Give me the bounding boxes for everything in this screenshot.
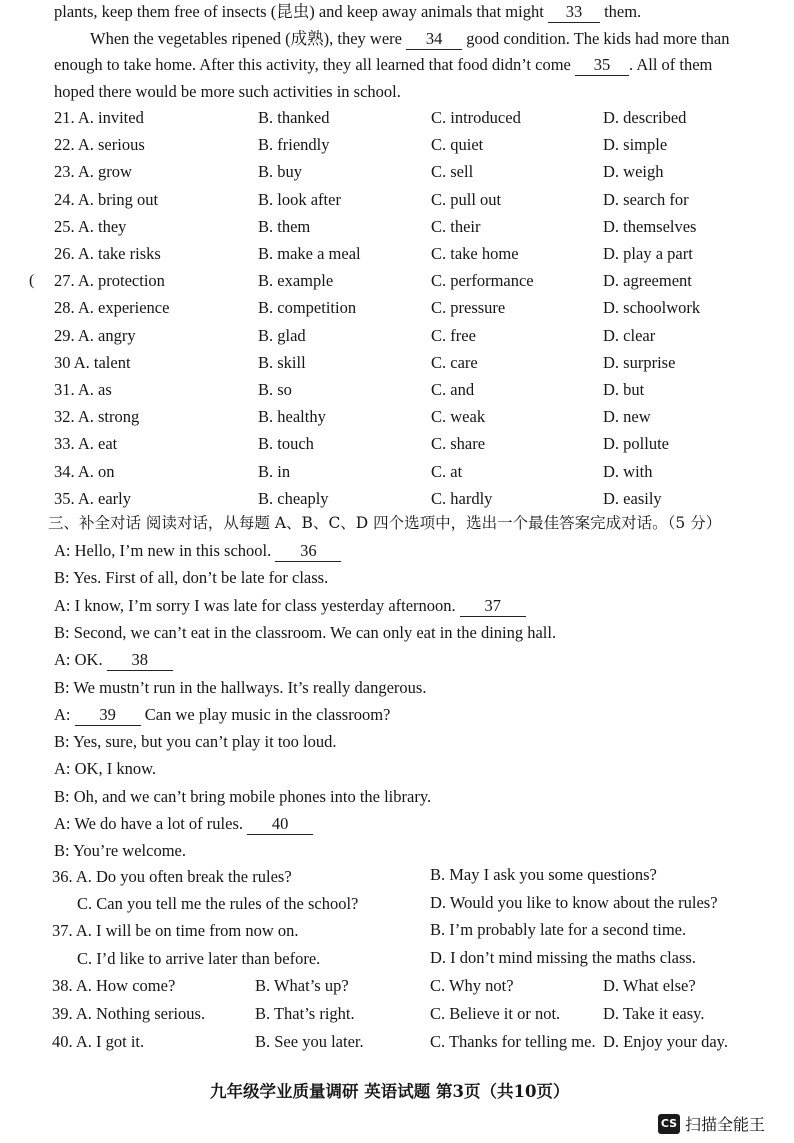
passage-text: enough to take home. After this activity, they all learned that food didn’t come [54,55,571,74]
cloze-option-a [54,190,158,210]
dialogue-text: A: OK. [54,650,103,670]
cloze-option-a [54,217,126,237]
watermark-text: 扫描全能王 [685,1115,766,1134]
dialogue-text: A: [54,704,71,724]
page-footer: 九年级学业质量调研 英语试题 第3页（共10页） [210,1082,570,1101]
q40-option-b: B. See you later. [255,1032,364,1051]
cloze-option-c: C. take home [431,244,519,263]
option-text: A. take risks [77,244,161,263]
dialogue-line [54,814,313,835]
cloze-option-b: B. example [258,271,334,291]
passage-text: . All of them [628,55,713,74]
question-number: 26. [54,244,75,263]
option-text: A. grow [77,162,132,182]
cloze-option-b: B. in [258,461,291,481]
cloze-option-b: B. friendly [258,135,330,155]
option-text: A. strong [77,407,140,427]
cloze-option-a [54,434,117,454]
passage-line-4: hoped there would be more such activities in school. [54,82,401,101]
passage-line-1 [54,2,641,23]
option-text: A. serious [77,135,145,155]
cloze-option-d: D. new [603,407,651,427]
q37-option-c: C. I’d like to arrive later than before. [77,949,321,968]
passage-text: When the vegetables ripened (成熟), they were [90,29,402,48]
cloze-option-c: C. sell [431,162,474,182]
question-number: 23. [54,162,75,182]
cloze-option-c: C. quiet [431,135,484,155]
dialogue-text: A: We do have a lot of rules. [54,814,243,833]
cloze-option-b: B. them [258,216,311,236]
cloze-option-b: B. make a meal [258,244,361,263]
passage-text: them. [604,2,642,21]
cloze-option-d: D. weigh [603,162,664,182]
cloze-option-b: B. competition [258,298,357,318]
cloze-option-a [54,489,131,509]
passage-text: good condition. The kids had more than [466,29,730,48]
cloze-option-b: B. glad [258,325,306,345]
q36-option-c: C. Can you tell me the rules of the school? [77,894,359,913]
cloze-option-d: D. agreement [603,271,692,291]
cloze-option-a [54,108,144,128]
question-number: 33. [54,434,75,454]
cloze-option-d: D. themselves [603,216,697,236]
cloze-option-b: B. buy [258,162,303,182]
dialogue-line [54,650,173,671]
answer-blank-33: 33 [548,2,600,23]
cloze-option-d: D. surprise [603,352,676,372]
q36-option-d: D. Would you like to know about the rules? [430,893,718,912]
dialogue-line [54,759,156,779]
q40-option-a: 40. A. I got it. [52,1032,145,1051]
cloze-option-c: C. share [431,434,486,454]
cloze-option-a [54,298,169,318]
question-number: 21. [54,108,75,127]
cloze-option-d: D. search for [603,189,689,209]
option-text: A. eat [77,434,118,454]
answer-blank-36: 36 [275,541,341,562]
cloze-option-d: D. described [603,108,687,127]
cloze-option-b: B. look after [258,189,341,209]
option-text: A. bring out [77,189,159,209]
dialogue-line [54,568,328,588]
q38-option-c: C. Why not? [430,976,514,995]
dialogue-text: A: I know, I’m sorry I was late for class yesterday afternoon. [54,595,456,615]
cloze-option-c: C. at [431,461,463,481]
dialogue-text: B: You’re welcome. [54,841,186,861]
passage-line-3 [54,55,712,76]
cloze-option-d: D. with [603,461,653,481]
answer-blank-39: 39 [75,705,141,726]
cloze-option-d: D. but [603,380,645,399]
dialogue-text: B: Yes. First of all, don’t be late for class. [54,568,329,588]
option-text: A. experience [77,298,170,318]
section-heading: 三、补全对话 阅读对话，从每题 A、B、C、D 四个选项中，选出一个最佳答案完成对话。（5 分） [48,514,722,532]
q38-option-a: 38. A. How come? [52,976,176,995]
cloze-option-b: B. thanked [258,108,330,127]
dialogue-line [54,541,341,562]
option-text: A. early [77,488,131,508]
cloze-option-c: C. and [431,380,475,399]
cloze-option-a [54,407,139,427]
dialogue-text: Can we play music in the classroom? [144,704,391,724]
cloze-option-a [54,244,161,264]
question-number: 31. [54,380,75,399]
cloze-option-c: C. hardly [431,488,493,508]
question-number: 27. [54,271,75,291]
dialogue-line [54,623,556,643]
dialogue-line [54,678,426,698]
dialogue-line [54,841,186,861]
q36-option-b: B. May I ask you some questions? [430,865,657,884]
cloze-option-b: B. cheaply [258,488,329,508]
answer-blank-34: 34 [406,29,462,50]
cloze-option-d: D. pollute [603,434,669,454]
dialogue-text: A: Hello, I’m new in this school. [54,541,272,560]
answer-blank-37: 37 [460,596,526,617]
question-number: 32. [54,407,75,427]
cloze-option-b: B. so [258,380,292,399]
cloze-option-a [54,380,112,400]
option-text: A. as [77,380,112,399]
option-text: A. they [77,216,127,236]
cloze-option-b: B. touch [258,434,314,454]
cloze-option-c: C. their [431,216,481,236]
question-number: 29. [54,325,75,345]
q37-option-d: D. I don’t mind missing the maths class. [430,948,696,967]
dialogue-text: B: Second, we can’t eat in the classroom. We can only eat in the dining hall. [54,622,557,642]
cloze-option-c: C. free [431,325,476,345]
q40-option-c: C. Thanks for telling me. [430,1032,596,1051]
q36-option-a: 36. A. Do you often break the rules? [52,867,292,886]
question-number: 35. [54,488,75,508]
question-number: 24. [54,189,75,209]
cloze-option-d: D. clear [603,325,656,345]
cloze-option-c: C. weak [431,407,486,427]
cloze-option-c: C. performance [431,271,534,291]
camscanner-logo-icon: CS [658,1114,680,1134]
q39-option-a: 39. A. Nothing serious. [52,1004,206,1023]
cloze-option-c: C. pull out [431,189,502,209]
question-number: 22. [54,135,75,155]
cloze-option-a [54,271,165,291]
question-number: 25. [54,216,75,236]
cloze-option-a [54,326,136,346]
answer-blank-35: 35 [575,55,629,76]
dialogue-text: B: Yes, sure, but you can’t play it too loud. [54,732,337,752]
option-text: A. talent [73,352,131,372]
cloze-option-d: D. play a part [603,244,693,263]
passage-text: plants, keep them free of insects (昆虫) and keep away animals that might [54,2,544,21]
passage-line-2 [90,29,729,50]
cloze-option-c: C. pressure [431,298,506,318]
q37-option-b: B. I’m probably late for a second time. [430,920,687,939]
q38-option-b: B. What’s up? [255,976,349,995]
answer-blank-38: 38 [107,650,173,671]
cloze-option-b: B. healthy [258,407,326,427]
cloze-option-a [54,162,132,182]
option-text: A. invited [77,108,144,127]
cloze-option-d: D. schoolwork [603,298,701,318]
cloze-option-c: C. care [431,352,478,372]
dialogue-text: A: OK, I know. [54,759,157,779]
cloze-option-b: B. skill [258,352,306,372]
cloze-option-a [54,462,115,482]
dialogue-line [54,596,526,617]
dialogue-text: B: We mustn’t run in the hallways. It’s really dangerous. [54,677,427,697]
q40-option-d: D. Enjoy your day. [603,1032,728,1051]
question-number: 30 [54,352,71,372]
dialogue-line [54,732,336,752]
scanner-watermark [658,1112,765,1135]
q39-option-c: C. Believe it or not. [430,1004,561,1023]
q39-option-b: B. That’s right. [255,1004,355,1023]
margin-mark: ( [29,272,35,289]
option-text: A. protection [77,271,165,291]
q37-option-a: 37. A. I will be on time from now on. [52,921,299,940]
dialogue-line [54,787,431,807]
option-text: A. angry [77,325,136,345]
cloze-option-d: D. simple [603,135,668,155]
dialogue-line [54,705,390,726]
cloze-option-c: C. introduced [431,108,521,127]
cloze-option-d: D. easily [603,488,662,508]
dialogue-text: B: Oh, and we can’t bring mobile phones into the library. [54,786,432,806]
question-number: 28. [54,298,75,318]
cloze-option-a [54,353,131,373]
q39-option-d: D. Take it easy. [603,1004,705,1023]
option-text: A. on [77,461,115,481]
question-number: 34. [54,461,75,481]
q38-option-d: D. What else? [603,976,696,995]
answer-blank-40: 40 [247,814,313,835]
cloze-option-a [54,135,145,155]
